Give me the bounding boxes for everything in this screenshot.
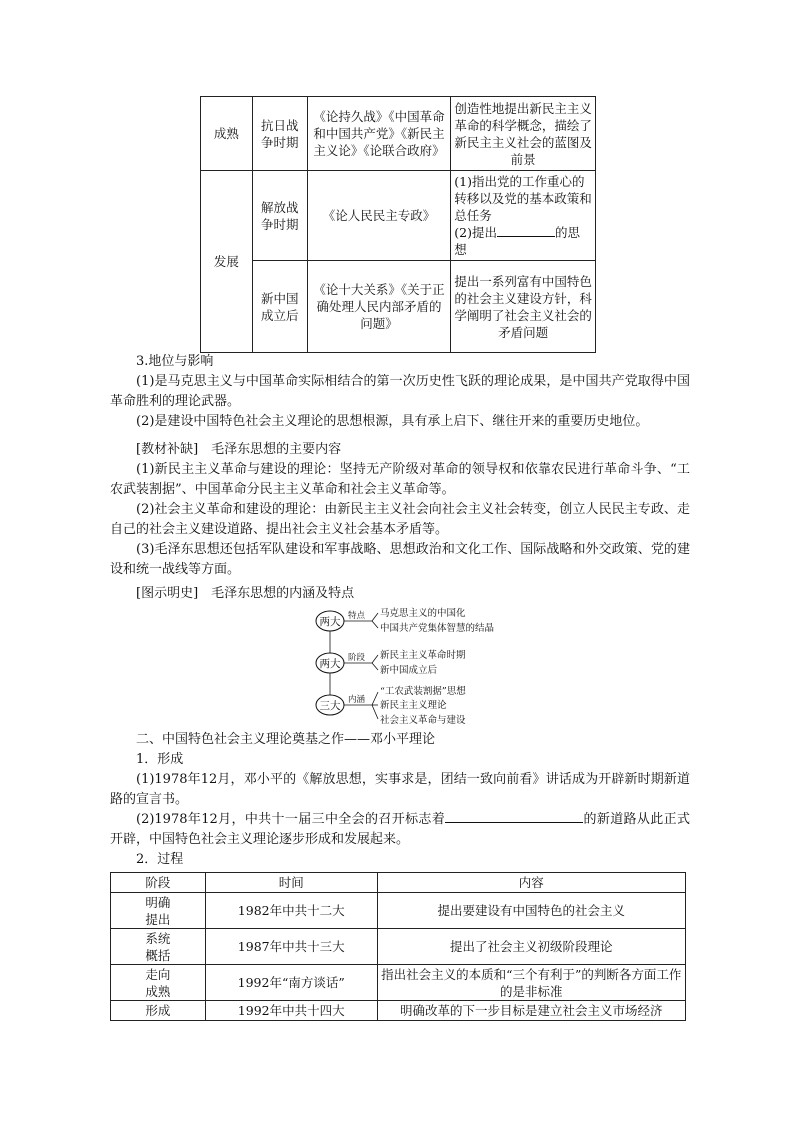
table-row bbox=[111, 893, 686, 929]
diagram-group-stages bbox=[316, 649, 466, 676]
section-heading: 3.地位与影响 bbox=[136, 354, 214, 369]
content-cell: 提出了社会主义初级阶段理论 bbox=[377, 929, 685, 965]
period-cell: 新中国成立后 bbox=[252, 261, 307, 353]
time-cell: 1992年“南方谈话” bbox=[205, 965, 377, 1001]
column-header: 内容 bbox=[377, 873, 685, 893]
diagram-item: 社会主义革命与建设 bbox=[380, 715, 466, 726]
table-row bbox=[111, 1001, 686, 1021]
diagram-group-features bbox=[316, 607, 495, 634]
circle-label: 三大 bbox=[319, 700, 341, 712]
paragraph: (2)是建设中国特色社会主义理论的思想根源，具有承上启下、继往开来的重要历史地位。 bbox=[136, 414, 649, 429]
section-heading: [图示明史] 毛泽东思想的内涵及特点 bbox=[136, 586, 355, 601]
diagram-item: 马克思主义的中国化 bbox=[380, 608, 466, 619]
section-heading: [教材补缺] 毛泽东思想的主要内容 bbox=[136, 442, 342, 457]
stage-cell: 走向成熟 bbox=[111, 965, 206, 1001]
subheading: 1．形成 bbox=[136, 752, 184, 767]
column-header: 阶段 bbox=[111, 873, 206, 893]
blank-suffix: 的新道路从此正式开辟，中国特色社会主义理论逐步形成和发展起来。 bbox=[110, 812, 690, 847]
paragraph-with-blank bbox=[110, 810, 690, 850]
tag-label: 阶段 bbox=[348, 653, 366, 663]
stage-cell: 系统概括 bbox=[111, 929, 206, 965]
table-row bbox=[201, 261, 596, 353]
period-cell: 抗日战争时期 bbox=[252, 97, 307, 171]
content-cell bbox=[451, 171, 596, 261]
thought-development-table bbox=[200, 96, 596, 353]
time-cell: 1982年中共十二大 bbox=[205, 893, 377, 929]
period-cell: 解放战争时期 bbox=[252, 171, 307, 261]
diagram-item: 中国共产党集体智慧的结晶 bbox=[380, 623, 495, 634]
circle-label: 两大 bbox=[319, 616, 341, 628]
section-deng-theory bbox=[110, 730, 690, 870]
content-cell: 提出一系列富有中国特色的社会主义建设方针，科学阐明了社会主义社会的矛盾问题 bbox=[451, 261, 596, 353]
deng-theory-process-table bbox=[110, 872, 686, 1021]
stage-cell: 成熟 bbox=[201, 97, 253, 171]
content-line: (1)指出党的工作重心的转移以及党的基本政策和总任务 bbox=[454, 174, 592, 223]
column-header: 时间 bbox=[205, 873, 377, 893]
diagram-item: 新民主主义革命时期 bbox=[380, 650, 466, 661]
fill-blank[interactable] bbox=[445, 810, 583, 823]
content-line-blank bbox=[454, 224, 592, 258]
mao-thought-diagram bbox=[312, 606, 512, 730]
fill-blank[interactable] bbox=[497, 224, 555, 237]
tag-label: 内涵 bbox=[348, 695, 366, 705]
paragraph: (2)社会主义革命和建设的理论：由新民主主义社会向社会主义社会转变，创立人民民主专政、走自己的社会主义建设道路、提出社会主义社会基本矛盾等。 bbox=[110, 502, 690, 537]
section-supplement bbox=[110, 440, 690, 580]
works-cell: 《论持久战》《中国革命和中国共产党》《新民主主义论》《论联合政府》 bbox=[307, 97, 451, 171]
section-status bbox=[110, 352, 690, 432]
diagram-heading-block bbox=[110, 584, 690, 604]
diagram-item: 新民主主义理论 bbox=[380, 700, 447, 711]
table-header-row bbox=[111, 873, 686, 893]
table-row bbox=[111, 929, 686, 965]
paragraph: (1)新民主主义革命与建设的理论：坚持无产阶级对革命的领导权和依靠农民进行革命斗争、“工农武装割据”、中国革命分民主主义革命和社会主义革命等。 bbox=[110, 462, 690, 497]
content-cell: 指出社会主义的本质和“三个有利于”的判断各方面工作的是非标准 bbox=[377, 965, 685, 1001]
blank-suffix: 的思想 bbox=[454, 225, 581, 257]
diagram-item: “工农武装割据”思想 bbox=[380, 686, 466, 697]
subheading: 2．过程 bbox=[136, 852, 184, 867]
table-row bbox=[201, 97, 596, 171]
blank-prefix: (2)1978年12月，中共十一届三中全会的召开标志着 bbox=[136, 812, 446, 827]
works-cell: 《论十大关系》《关于正确处理人民内部矛盾的问题》 bbox=[307, 261, 451, 353]
circle-label: 两大 bbox=[319, 658, 341, 670]
tag-label: 特点 bbox=[348, 611, 366, 621]
diagram-item: 新中国成立后 bbox=[380, 665, 438, 676]
stage-cell: 发展 bbox=[201, 171, 253, 353]
paragraph: (1)是马克思主义与中国革命实际相结合的第一次历史性飞跃的理论成果，是中国共产党取得中国革命胜利的理论武器。 bbox=[110, 374, 690, 409]
time-cell: 1992年中共十四大 bbox=[205, 1001, 377, 1021]
paragraph: (1)1978年12月，邓小平的《解放思想，实事求是，团结一致向前看》讲话成为开辟新时期新道路的宣言书。 bbox=[110, 772, 690, 807]
content-cell: 明确改革的下一步目标是建立社会主义市场经济 bbox=[377, 1001, 685, 1021]
time-cell: 1987年中共十三大 bbox=[205, 929, 377, 965]
content-cell: 提出要建设有中国特色的社会主义 bbox=[377, 893, 685, 929]
stage-cell: 形成 bbox=[111, 1001, 206, 1021]
diagram-group-content bbox=[316, 685, 466, 726]
works-cell: 《论人民民主专政》 bbox=[307, 171, 451, 261]
section-heading: 二、中国特色社会主义理论奠基之作——邓小平理论 bbox=[136, 732, 436, 747]
paragraph: (3)毛泽东思想还包括军队建设和军事战略、思想政治和文化工作、国际战略和外交政策、党的建设和统一战线等方面。 bbox=[110, 542, 690, 577]
blank-prefix: (2)提出 bbox=[454, 225, 498, 240]
table-row bbox=[201, 171, 596, 261]
stage-cell: 明确提出 bbox=[111, 893, 206, 929]
table-row bbox=[111, 965, 686, 1001]
content-cell: 创造性地提出新民主主义革命的科学概念，描绘了新民主主义社会的蓝图及前景 bbox=[451, 97, 596, 171]
